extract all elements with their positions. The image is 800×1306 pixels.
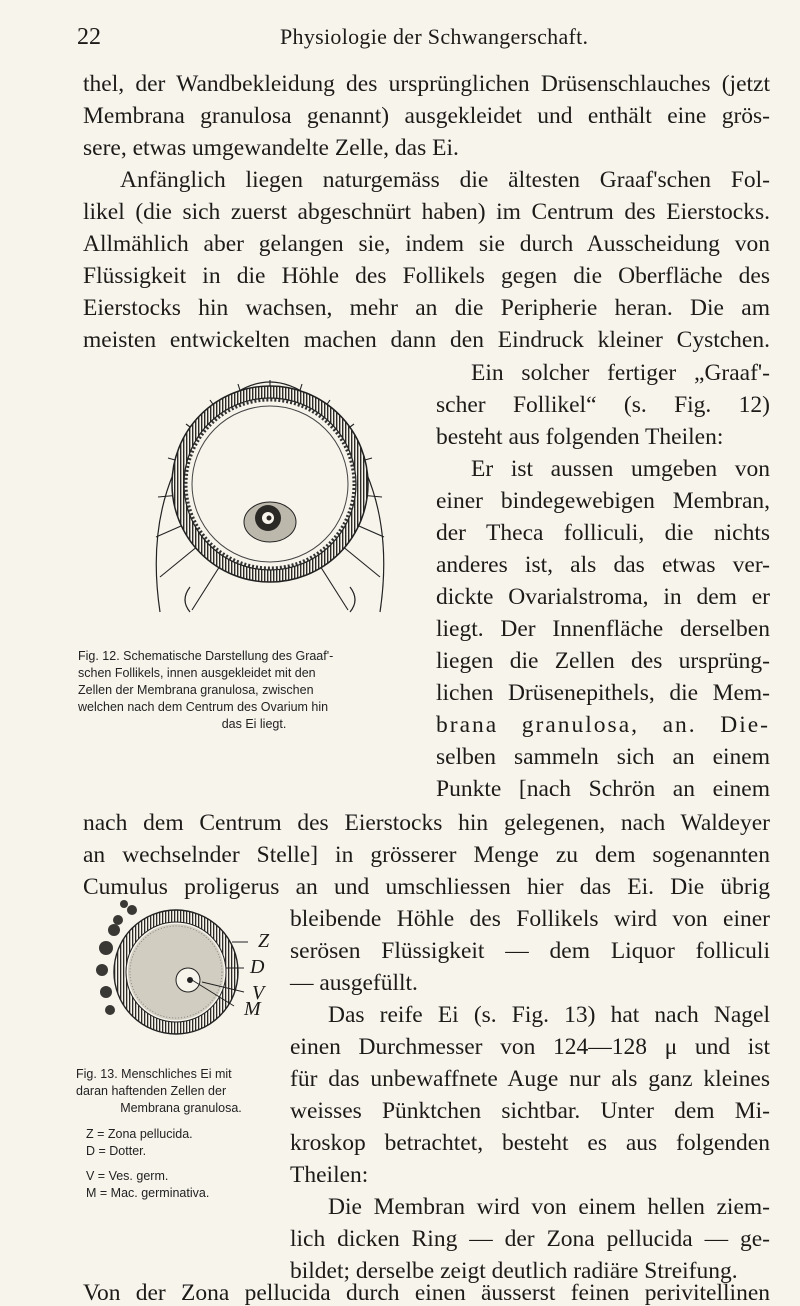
text-line: kroskop betrachtet, besteht es aus folgenden xyxy=(290,1130,770,1156)
running-title: Physiologie der Schwangerschaft. xyxy=(280,24,589,49)
text-line: einen Durchmesser von 124—128 μ und ist xyxy=(290,1034,770,1060)
text-line: lich dicken Ring — der Zona pellucida — ge- xyxy=(290,1226,770,1252)
text-line: an wechselnder Stelle] in grösserer Menge zu dem sogenannten xyxy=(83,842,770,868)
legend-item: Z = Zona pellucida. xyxy=(86,1127,193,1141)
label-z: Z xyxy=(258,930,270,952)
text-line: — ausgefüllt. xyxy=(290,970,418,996)
legend-item: M = Mac. germinativa. xyxy=(86,1186,210,1200)
text-line: Allmählich aber gelangen sie, indem sie durch Ausscheidung von xyxy=(83,231,770,257)
text-line: Flüssigkeit in die Höhle des Follikels gegen die Oberfläche des xyxy=(83,263,770,289)
text-line: brana granulosa, an. Die- xyxy=(436,712,770,738)
text-line: meisten entwickelten machen dann den Eindruck kleiner Cystchen. xyxy=(83,327,770,353)
text-line: Das reife Ei (s. Fig. 13) hat nach Nagel xyxy=(328,1002,770,1028)
caption-line: Fig. 12. Schematische Darstellung des Graaf'- xyxy=(78,649,334,663)
caption-line: schen Follikels, innen ausgekleidet mit den xyxy=(78,666,316,680)
text-line: lichen Drüsenepithels, die Mem- xyxy=(436,680,770,706)
text-line: besteht aus folgenden Theilen: xyxy=(436,424,724,450)
text-line: Anfänglich liegen naturgemäss die ältesten Graaf'schen Fol- xyxy=(120,167,770,193)
text-line: Die Membran wird von einem hellen ziem- xyxy=(328,1194,770,1220)
text-line: selben sammeln sich an einem xyxy=(436,744,770,770)
text-line: Von der Zona pellucida durch einen äusserst feinen perivitellinen xyxy=(83,1280,770,1306)
caption-line: Zellen der Membrana granulosa, zwischen xyxy=(78,683,314,697)
text-line: thel, der Wandbekleidung des ursprünglichen Drüsenschlauches (jetzt xyxy=(83,71,770,97)
label-d: D xyxy=(250,956,265,978)
text-line: Punkte [nach Schrön an einem xyxy=(436,776,770,802)
text-line: Cumulus proligerus an und umschliessen hier das Ei. Die übrig xyxy=(83,874,770,900)
legend-item: D = Dotter. xyxy=(86,1144,147,1158)
text-line: einer bindegewebigen Membran, xyxy=(436,488,770,514)
text-line: sere, etwas umgewandelte Zelle, das Ei. xyxy=(83,135,459,161)
text-line: Theilen: xyxy=(290,1162,369,1188)
text-line: bildet; derselbe zeigt deutlich radiäre Streifung. xyxy=(290,1258,738,1284)
caption-line: Fig. 13. Menschliches Ei mit xyxy=(76,1067,232,1081)
text-line: anderes ist, als das etwas ver- xyxy=(436,552,770,578)
text-line: scher Follikel“ (s. Fig. 12) xyxy=(436,392,770,418)
text-line: Membrana granulosa genannt) ausgekleidet und enthält eine grös- xyxy=(83,103,770,129)
text-line: liegen die Zellen des ursprüng- xyxy=(436,648,770,674)
label-v: V xyxy=(252,982,265,1004)
figure-12-caption xyxy=(78,648,430,733)
graafian-follicle-illustration xyxy=(120,362,420,620)
caption-line: das Ei liegt. xyxy=(221,717,287,731)
legend-item: V = Ves. germ. xyxy=(86,1169,169,1183)
text-line: Er ist aussen umgeben von xyxy=(471,456,770,482)
text-line: dickte Ovarialstroma, in dem er xyxy=(436,584,770,610)
text-line: weisses Pünktchen sichtbar. Unter dem Mi- xyxy=(290,1098,770,1124)
text-line: bleibende Höhle des Follikels wird von einer xyxy=(290,906,770,932)
page-number: 22 xyxy=(77,24,101,50)
figure-13-caption xyxy=(76,1066,286,1117)
text-line: liegt. Der Innenfläche derselben xyxy=(436,616,770,642)
figure-13-legend xyxy=(86,1126,286,1202)
text-line: der Theca folliculi, die nichts xyxy=(436,520,770,546)
page-header xyxy=(77,24,767,54)
caption-line: Membrana granulosa. xyxy=(120,1101,242,1115)
text-line: für das unbewaffnete Auge nur als ganz kleines xyxy=(290,1066,770,1092)
text-line: serösen Flüssigkeit — dem Liquor folliculi xyxy=(290,938,770,964)
caption-line: welchen nach dem Centrum des Ovarium hin xyxy=(78,700,329,714)
text-line: likel (die sich zuerst abgeschnürt haben) im Centrum des Eierstocks. xyxy=(83,199,770,225)
text-line: nach dem Centrum des Eierstocks hin gelegenen, nach Waldeyer xyxy=(83,810,770,836)
label-m: M xyxy=(244,998,261,1020)
caption-line: daran haftenden Zellen der xyxy=(76,1084,227,1098)
text-line: Ein solcher fertiger „Graaf'- xyxy=(471,360,770,386)
text-line: Eierstocks hin wachsen, mehr an die Peripherie heran. Die am xyxy=(83,295,770,321)
